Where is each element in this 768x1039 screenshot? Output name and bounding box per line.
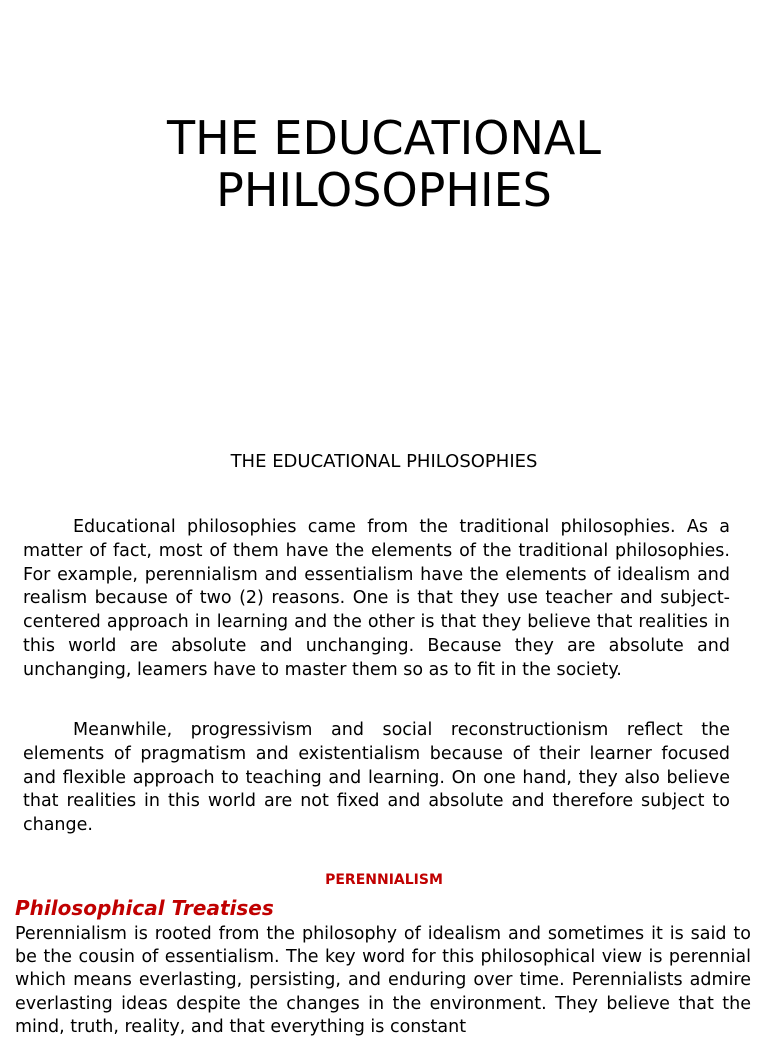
cover-title-line-1: THE EDUCATIONAL (167, 111, 601, 165)
cover-title (0, 112, 768, 216)
cover-title-line-2: PHILOSOPHIES (216, 163, 552, 217)
intro-paragraph-2: Meanwhile, progressivism and social reconstructionism reflect the elements of pragmatism and existentialism because of their learner focused and flexible approach to teaching and learning. On one hand, they also believe that realities in this world are not fixed and absolute and therefore subject to change. (23, 720, 730, 836)
subheading-philosophical-treatises: Philosophical Treatises (15, 896, 274, 920)
document-heading: THE EDUCATIONAL PHILOSOPHIES (230, 451, 538, 472)
perennialism-paragraph: Perennialism is rooted from the philosophy of idealism and sometimes it is said to be the cousin of essentialism. The key word for this philosophical view is perennial which means everlasting, persisting, and enduring over time. Perennialists admire everlasting ideas despite the changes in the environment. They believe that the mind, truth, reality, and that everything is constant (15, 924, 751, 1037)
section-heading-perennialism: PERENNIALISM (325, 872, 443, 888)
intro-paragraph-1: Educational philosophies came from the traditional philosophies. As a matter of fact, most of them have the elements of the traditional philosophies. For example, perennialism and essentialism have the elements of idealism and realism because of two (2) reasons. One is that they use teacher and subject-centered approach in learning and the other is that they believe that realities in this world are absolute and unchanging. Because they are absolute and unchanging, leamers have to master them so as to fit in the society. (23, 517, 730, 680)
